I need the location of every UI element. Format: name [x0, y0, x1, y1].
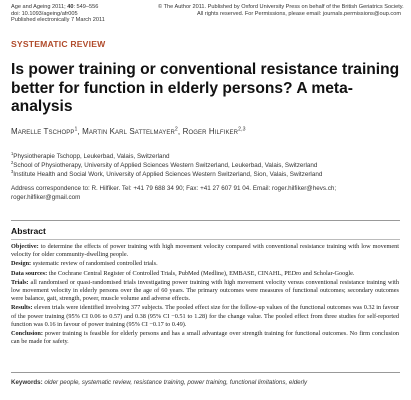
abstract-divider: [11, 239, 400, 240]
abstract-text: the Cochrane Central Register of Controlled Trials, PubMed (Medline), EMBASE, CINAHL, PEDro and Scholar-Google.: [47, 269, 355, 277]
affiliation-item: [11, 161, 401, 170]
section-label: SYSTEMATIC REVIEW: [11, 39, 106, 49]
affiliation-item: [11, 170, 401, 179]
abstract-text: eleven trials were identified involving 377 subjects. The pooled effect size for the follow-up values of the functional outcomes was 0.32 in favour of the power training (95% CI 0.06 to 0.57) and 0.38 (95% CI −0.51 to 1.28) for the change value. The pooled effect from three studies for self-reported function was 0.16 in favour of power training (95% CI −0.17 to 0.49).: [11, 304, 399, 328]
affiliation-marker: 2: [11, 159, 14, 165]
abstract-label: Trials:: [11, 278, 29, 286]
abstract-objective: [11, 243, 399, 259]
journal-citation: [11, 4, 161, 24]
correspondence-line-2: roger.hilfiker@gmail.com: [11, 194, 81, 201]
doi: doi: 10.1093/ageing/afr005: [11, 10, 78, 17]
correspondence-line-1: Address correspondence to: R. Hilfiker. Tel: +41 79 688 34 90; Fax: +41 27 607 91 04. Email: roger.hilfiker@hevs.ch;: [11, 185, 337, 192]
abstract-conclusion: [11, 330, 399, 346]
abstract-design: [11, 260, 399, 268]
affiliation-text: Institute Health and Social Work, University of Applied Sciences Western Switzerland, Sion, Valais, Switzerland: [13, 171, 323, 178]
journal-volume: 40: [67, 4, 74, 10]
keywords-text: older people, systematic review, resistance training, power training, functional limitations, elderly: [42, 379, 308, 386]
author-name: Martin Karl Sattelmayer: [82, 127, 175, 136]
author-affiliation-marker: 2: [174, 126, 178, 133]
author-name: Roger Hilfiker: [182, 127, 239, 136]
article-title: Is power training or conventional resistance training better for function in elderly persons? A meta-analysis: [11, 61, 400, 116]
abstract-text: systematic review of randomised controlled trials.: [31, 260, 158, 268]
correspondence: [11, 184, 401, 202]
author-list: Marelle Tschopp$^1$, Martin Karl Sattelmayer$^2$, Roger Hilfiker$^{2,3}$: [11, 126, 246, 136]
abstract-text: power training is feasible for elderly persons and has a small advantage over strength training for functional outcomes. No firm conclusion can be made for safety.: [11, 329, 399, 345]
journal-name: Age and Ageing 2011;: [11, 4, 66, 10]
author-affiliation-marker: 2,3: [238, 126, 246, 133]
keywords: [11, 379, 401, 386]
abstract-data-sources: [11, 270, 399, 278]
abstract-results: [11, 304, 399, 328]
abstract-body: [11, 243, 399, 347]
affiliation-text: Physiotherapie Tschopp, Leukerbad, Valais, Switzerland: [13, 153, 170, 160]
abstract-text: all randomised or quasi-randomised trials investigating power training with high movement velocity versus conventional resistance training with low movement velocity in elderly persons over the age of 60 years. The primary outcomes were measures of functional outcomes; secondary outcomes were balance, gait, strength, power, muscle volume and adverse effects.: [11, 278, 399, 303]
abstract-trials: [11, 279, 399, 303]
abstract-label: Objective:: [11, 243, 39, 250]
copyright-line-2: All rights reserved. For Permissions, please email: journals.permissions@oup.com: [196, 10, 401, 17]
affiliation-text: School of Physiotherapy, University of Applied Sciences Western Switzerland, Leukerbad, Valais, Switzerland: [13, 162, 318, 169]
abstract-text: to determine the effects of power training with high movement velocity compared with conventional resistance training with low movement velocity for older community-dwelling people.: [11, 243, 399, 259]
abstract-heading: Abstract: [11, 226, 46, 236]
copyright-notice: [158, 4, 404, 17]
author-name: Marelle Tschopp: [11, 127, 75, 136]
publication-date: Published electronically 7 March 2011: [11, 17, 105, 24]
journal-pages: : 549–556: [73, 4, 99, 10]
keywords-label: Keywords:: [11, 379, 43, 386]
affiliation-marker: 3: [11, 168, 14, 174]
abstract-label: Design:: [11, 260, 32, 268]
abstract-label: Conclusion:: [11, 329, 43, 337]
abstract-label: Results:: [11, 304, 33, 312]
copyright-line-1: © The Author 2011. Published by Oxford University Press on behalf of the British Geriatrics Society.: [158, 4, 404, 10]
affiliations: [11, 152, 401, 179]
author-affiliation-marker: 1: [74, 126, 78, 133]
abstract-label: Data sources:: [11, 269, 48, 277]
affiliation-marker: 1: [11, 150, 14, 156]
affiliation-item: [11, 152, 401, 161]
